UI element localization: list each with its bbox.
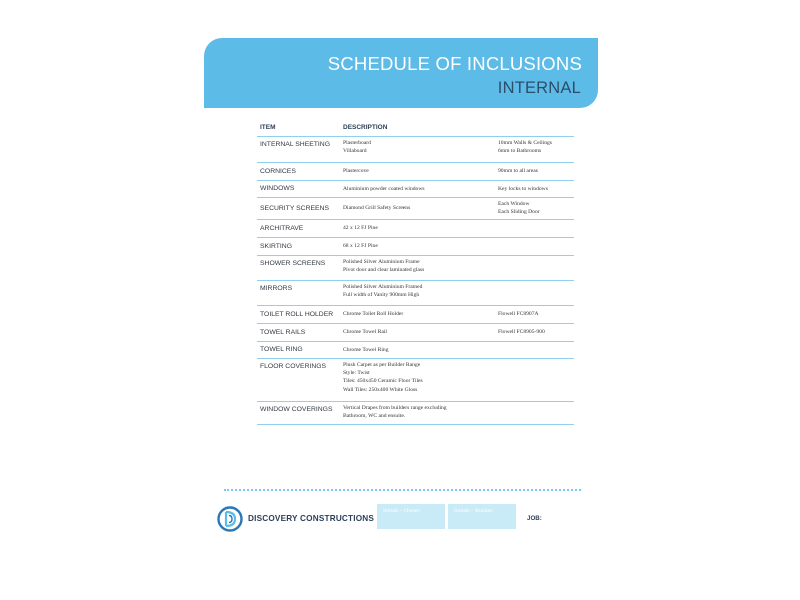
row-item-label: SECURITY SCREENS <box>260 204 329 212</box>
row-description <box>343 224 378 232</box>
row-description <box>343 242 378 250</box>
table-row <box>257 137 574 163</box>
row-item-label: TOILET ROLL HOLDER <box>260 310 334 318</box>
builder-initials-box[interactable] <box>448 504 516 529</box>
row-description <box>343 283 422 299</box>
row-description <box>343 328 387 336</box>
row-description <box>343 346 389 354</box>
note-line: 10mm Walls & Ceilings <box>498 140 552 146</box>
note-line: Each Window <box>498 201 530 207</box>
table-row <box>257 342 574 359</box>
table-row <box>257 256 574 281</box>
row-notes <box>498 167 538 175</box>
description-line: Style: Twist <box>343 370 370 377</box>
row-item-label: WINDOWS <box>260 185 295 192</box>
table-row <box>257 281 574 306</box>
description-line: Plasterboard <box>343 140 371 146</box>
header-banner <box>204 38 598 108</box>
description-line: 68 x 12 FJ Pine <box>343 243 378 249</box>
row-description <box>343 361 423 394</box>
row-item-label: WINDOW COVERINGS <box>260 406 333 413</box>
description-line: Tiles: 450x450 Ceramic Floor Tiles <box>343 378 423 385</box>
description-line: Vertical Drapes from builders range excluding <box>343 405 447 411</box>
company-name: DISCOVERY CONSTRUCTIONS <box>248 514 375 523</box>
description-line: Plastercove <box>343 168 369 174</box>
table-header <box>257 124 574 137</box>
description-line: Pivot door and clear laminated glass <box>343 267 425 274</box>
row-description <box>343 185 425 193</box>
table-row <box>257 359 574 402</box>
inclusions-table <box>257 124 574 425</box>
description-line: Chrome Towel Ring <box>343 346 389 353</box>
note-line: 6mm to Bathrooms <box>498 148 542 155</box>
row-item-label: TOWEL RAILS <box>260 328 306 336</box>
column-header-item: ITEM <box>260 124 276 131</box>
row-description <box>343 167 369 175</box>
row-item-label: TOWEL RING <box>260 346 303 353</box>
description-line: Chrome Toilet Roll Holder <box>343 311 404 317</box>
table-row <box>257 163 574 181</box>
row-description <box>343 404 447 420</box>
dotted-divider <box>224 489 581 491</box>
table-row <box>257 181 574 198</box>
row-item-label: CORNICES <box>260 167 296 175</box>
row-notes <box>498 200 540 216</box>
column-header-description: DESCRIPTION <box>343 124 388 131</box>
description-line: Full width of Vanity 900mm High <box>343 292 420 299</box>
note-line: Flowell FC8907A <box>498 311 539 317</box>
row-description <box>343 258 424 274</box>
row-item-label: SHOWER SCREENS <box>260 260 326 267</box>
row-description <box>343 310 403 318</box>
owner-initials-box[interactable] <box>377 504 445 529</box>
row-item-label: FLOOR COVERINGS <box>260 363 327 370</box>
table-row <box>257 198 574 220</box>
description-line: Chrome Towel Rail <box>343 329 387 335</box>
note-line: Key locks to windows <box>498 185 548 192</box>
builder-initials-label: Initials – Builder: <box>454 508 494 514</box>
row-notes <box>498 139 552 155</box>
owner-initials-label: Initials – Owner: <box>383 508 421 514</box>
row-item-label: INTERNAL SHEETING <box>260 141 330 148</box>
description-line: 42 x 12 FJ Pine <box>343 225 378 231</box>
company-logo-icon <box>217 506 243 532</box>
description-line: Polished Silver Aluminium Frame <box>343 259 420 265</box>
note-line: Each Sliding Door <box>498 209 540 216</box>
description-line: Diamond Grill Safety Screens <box>343 205 411 211</box>
row-description <box>343 139 371 155</box>
description-line: Polished Silver Aluminium Framed <box>343 284 423 290</box>
description-line: Plush Carpet as per Builder Range <box>343 362 421 368</box>
description-line: Aluminium powder coated windows <box>343 185 425 192</box>
job-label: JOB: <box>527 515 542 522</box>
note-line: 90mm to all areas <box>498 168 538 174</box>
document-page <box>204 38 598 558</box>
row-item-label: MIRRORS <box>260 285 293 292</box>
table-row <box>257 238 574 256</box>
table-row <box>257 220 574 238</box>
row-description <box>343 204 410 212</box>
description-line: Villaboard <box>343 148 367 155</box>
table-row <box>257 402 574 425</box>
description-line: Bathroom, WC and ensuite. <box>343 413 406 420</box>
table-row <box>257 324 574 342</box>
table-row <box>257 306 574 324</box>
document-title: SCHEDULE OF INCLUSIONS <box>327 53 582 74</box>
description-line: Wall Tiles: 250x400 White Gloss <box>343 386 418 393</box>
row-item-label: SKIRTING <box>260 242 292 250</box>
note-line: Flowell FC8905-900 <box>498 329 545 335</box>
row-item-label: ARCHITRAVE <box>260 224 304 232</box>
document-subtitle: INTERNAL <box>497 79 581 97</box>
row-notes <box>498 185 548 193</box>
row-notes <box>498 328 545 336</box>
row-notes <box>498 310 539 318</box>
